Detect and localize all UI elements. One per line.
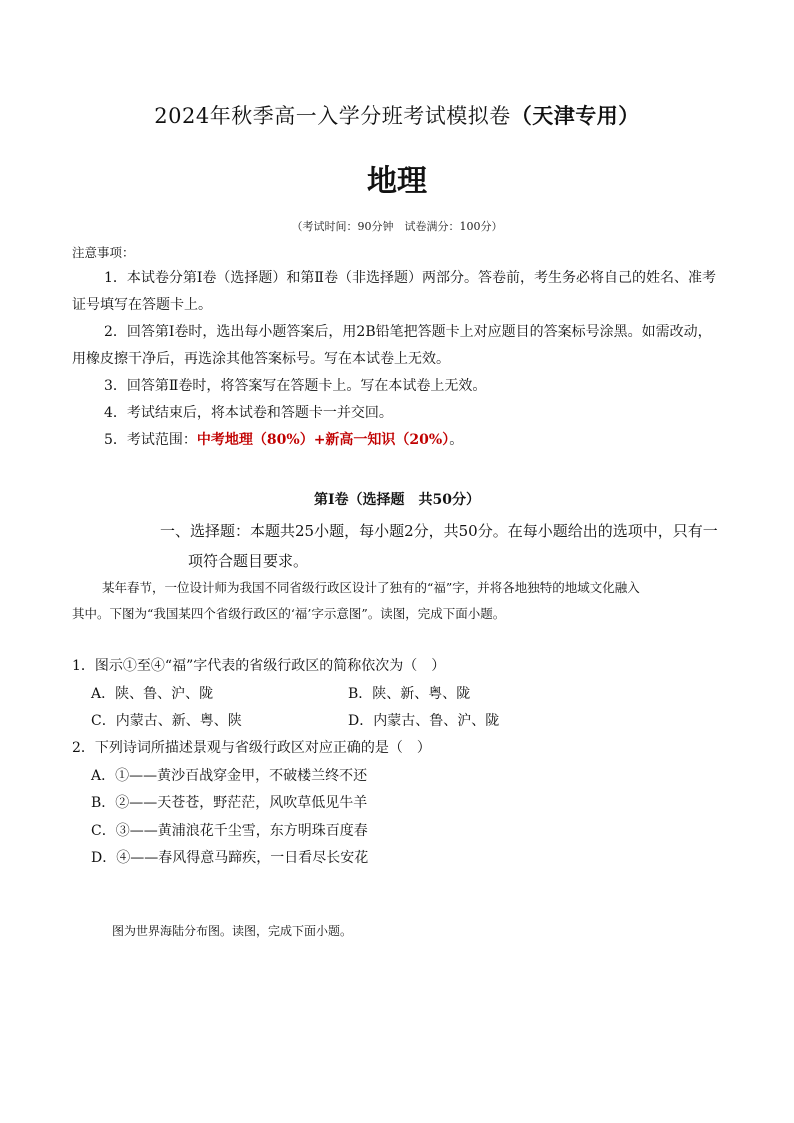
section-instruction-line-1: 一、选择题：本题共25小题，每小题2分，共50分。在每小题给出的选项中，只有一: [160, 522, 718, 540]
notice-item-1-line-2: 证号填写在答题卡上。: [72, 297, 212, 313]
question-1-option-d: D．内蒙古、鲁、沪、陇: [348, 713, 500, 729]
notice-item-2-line-2: 用橡皮擦干净后，再选涂其他答案标号。写在本试卷上无效。: [72, 351, 450, 367]
material-intro-line-1: 某年春节，一位设计师为我国不同省级行政区设计了独有的“福”字，并将各地独特的地域文化融入: [102, 580, 640, 595]
section-instruction-line-2: 项符合题目要求。: [188, 552, 309, 570]
question-2-stem: 2．下列诗词所描述景观与省级行政区对应正确的是（ ）: [72, 740, 431, 756]
notice-item-1-line-1: 1．本试卷分第Ⅰ卷（选择题）和第Ⅱ卷（非选择题）两部分。答卷前，考生务必将自己的姓名、准考: [104, 270, 716, 286]
next-material-intro: 图为世界海陆分布图。读图，完成下面小题。: [112, 924, 353, 938]
notice-item-5-prefix: 5．考试范围：: [104, 432, 197, 448]
subject-title: 地理: [367, 164, 427, 199]
question-2-option-c: C．③——黄浦浪花千尘雪，东方明珠百度春: [91, 823, 368, 839]
section-title: 第Ⅰ卷（选择题 共50分）: [313, 492, 481, 508]
exam-scope: 中考地理（80%）+新高一知识（20%）: [196, 432, 450, 448]
exam-title-region: （天津专用）: [510, 103, 640, 128]
notice-item-3: 3．回答第Ⅱ卷时，将答案写在答题卡上。写在本试卷上无效。: [104, 378, 487, 394]
question-1-option-b: B．陕、新、粤、陇: [348, 686, 471, 702]
exam-title-main: 2024年秋季高一入学分班考试模拟卷: [154, 104, 511, 128]
question-1-stem: 1．图示①至④“福”字代表的省级行政区的简称依次为（ ）: [72, 658, 446, 674]
exam-title: [0, 100, 794, 130]
question-2-option-b: B．②——天苍苍，野茫茫，风吹草低见牛羊: [91, 795, 368, 811]
question-2-option-a: A．①——黄沙百战穿金甲，不破楼兰终不还: [91, 768, 368, 784]
exam-meta: （考试时间：90分钟 试卷满分：100分）: [291, 220, 503, 233]
notice-list: [72, 265, 732, 454]
question-2-option-d: D．④——春风得意马蹄疾，一日看尽长安花: [91, 850, 369, 866]
material-intro-line-2: 其中。下图为“我国某四个省级行政区的‘福’字示意图”。读图，完成下面小题。: [72, 606, 506, 621]
section-instruction: [160, 516, 740, 576]
notice-item-5-suffix: 。: [449, 432, 464, 448]
notice-item-2-line-1: 2．回答第Ⅰ卷时，选出每小题答案后，用2B铅笔把答题卡上对应题目的答案标号涂黑。如需改动，: [104, 324, 712, 340]
notice-item-4: 4．考试结束后，将本试卷和答题卡一并交回。: [104, 405, 393, 421]
material-intro: [72, 575, 732, 627]
notice-heading: 注意事项：: [72, 245, 135, 260]
notice-item-5: [72, 427, 732, 454]
question-1-option-a: A．陕、鲁、沪、陇: [91, 686, 214, 702]
question-1-option-c: C．内蒙古、新、粤、陕: [91, 713, 242, 729]
